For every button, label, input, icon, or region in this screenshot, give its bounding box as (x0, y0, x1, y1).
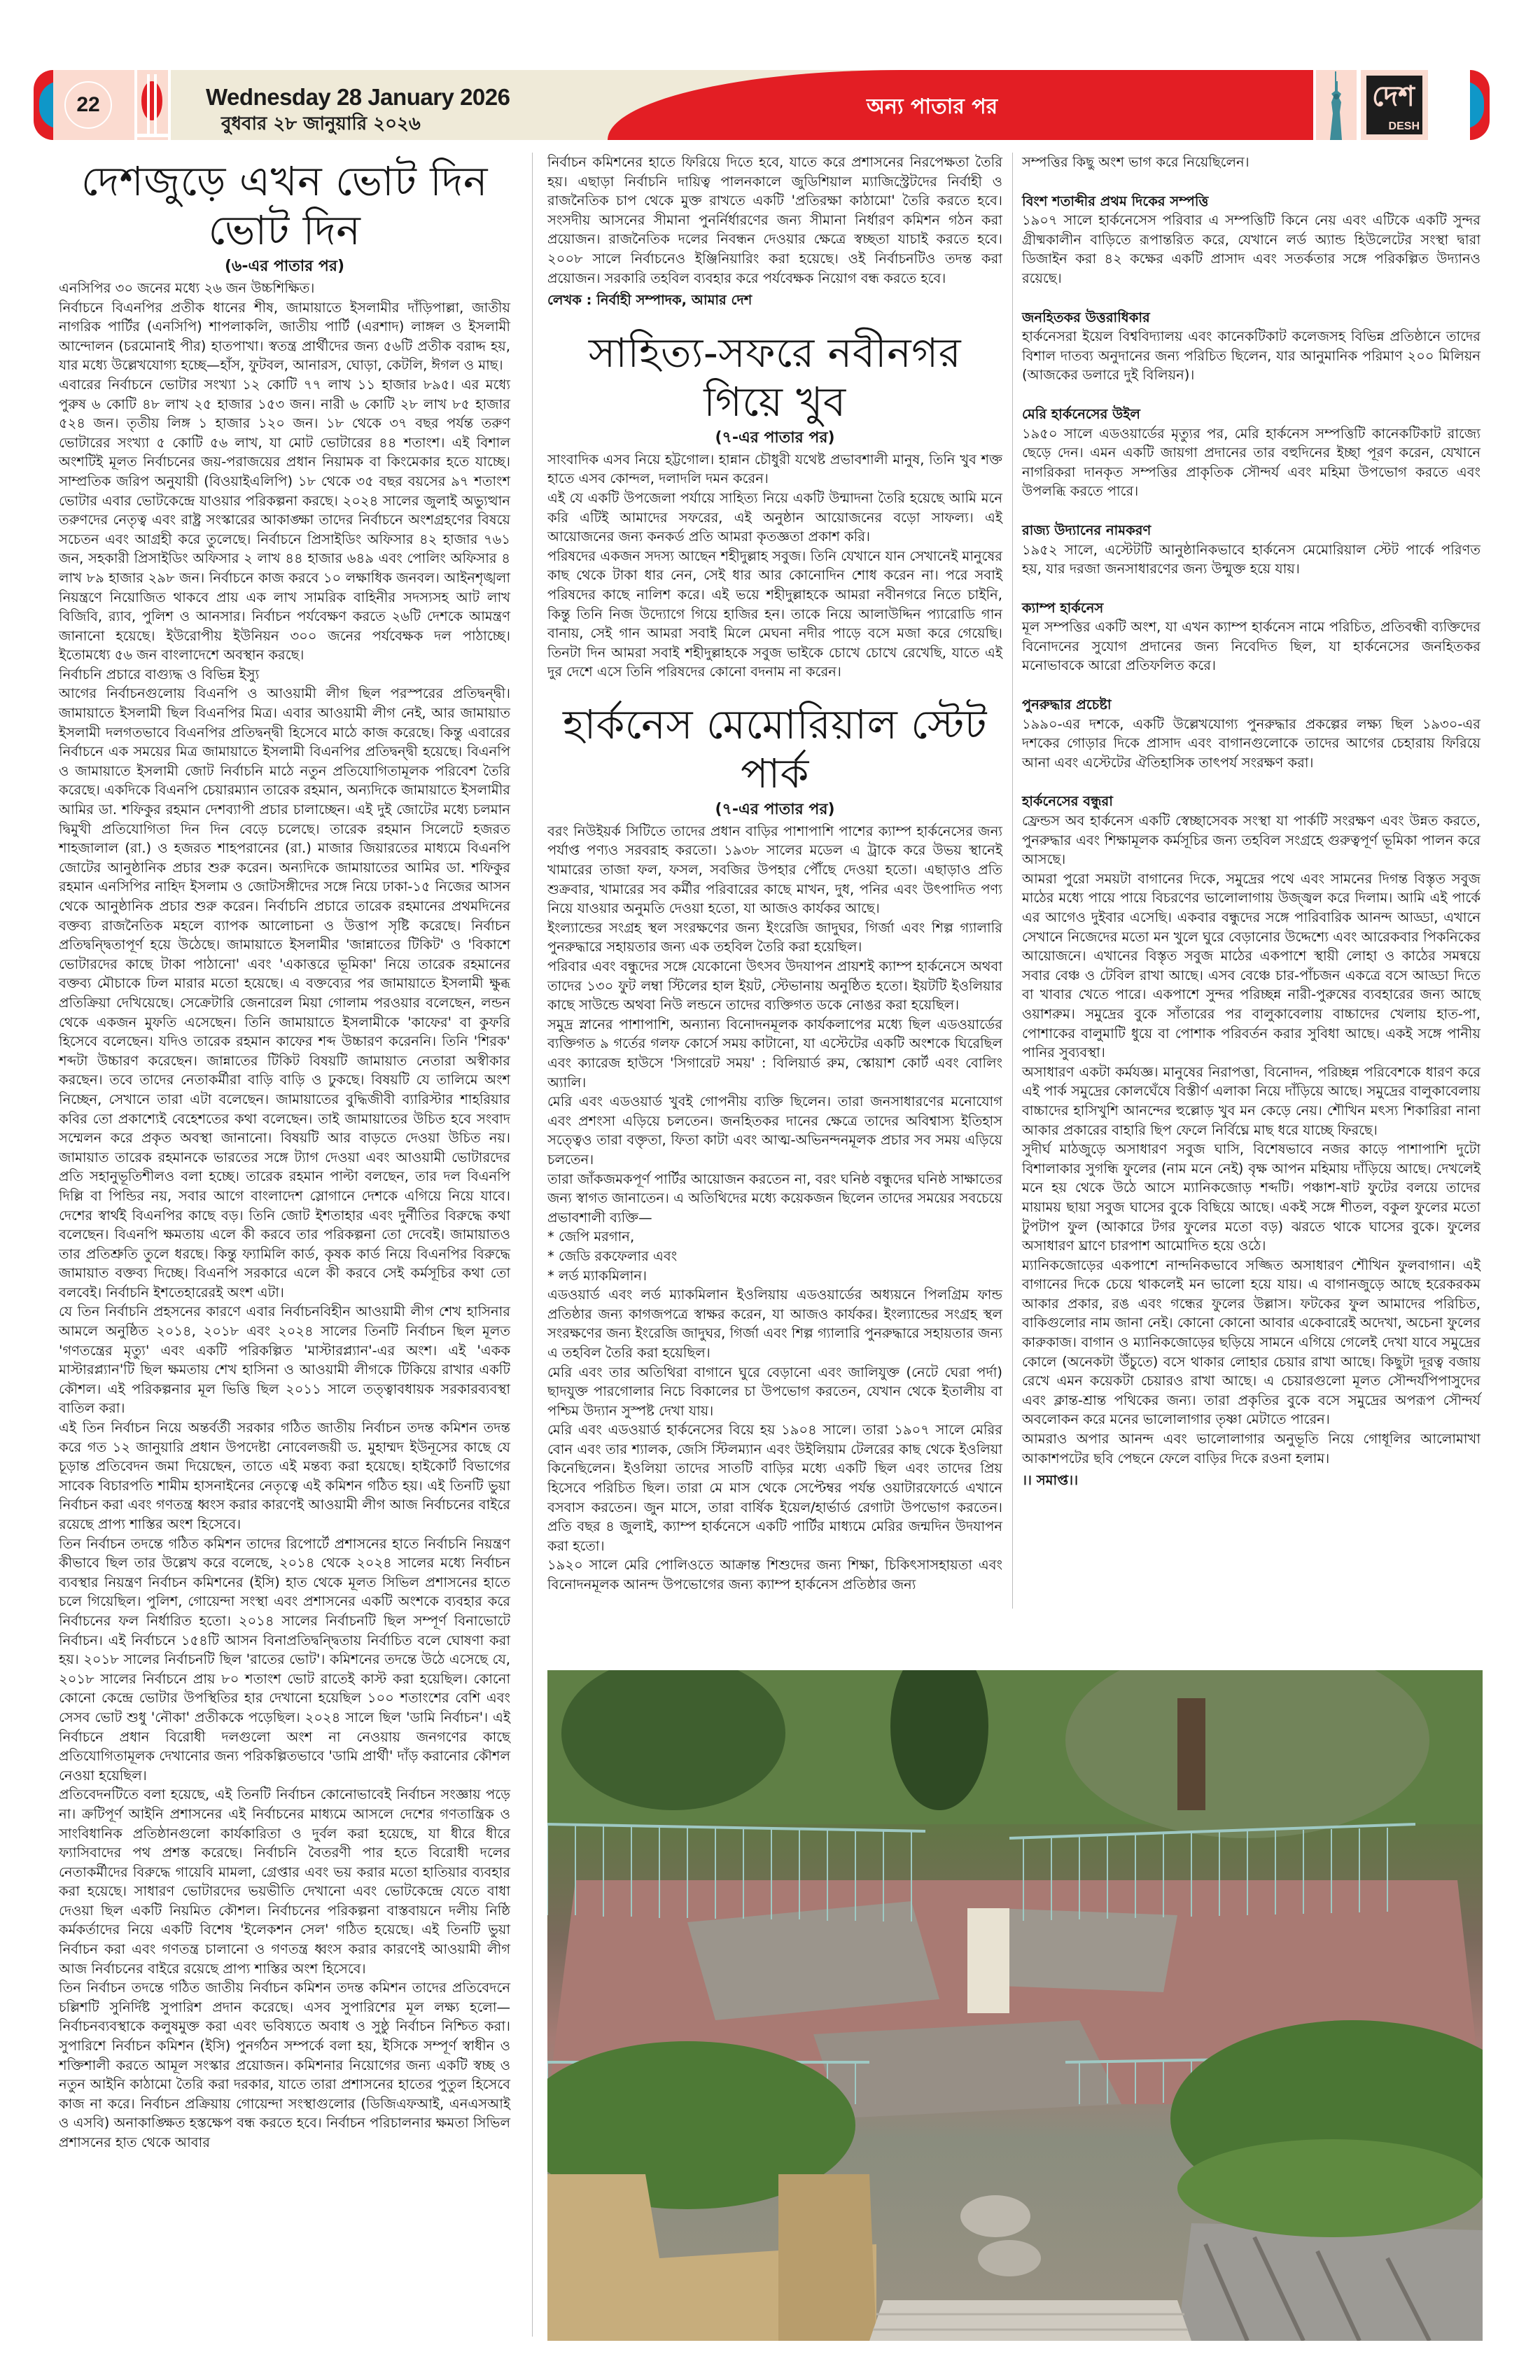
column-3 (1022, 153, 1480, 1490)
masthead-right-cap (1470, 70, 1490, 140)
masthead-left-cap (34, 70, 53, 140)
paragraph: ১৯৫২ সালে, এস্টেটটি আনুষ্ঠানিকভাবে হার্কনেস মেমোরিয়াল স্টেট পার্কে পরিণত হয়, যার দরজা জনসাধারণের জন্য উন্মুক্ত হয়ে যায়। (1022, 541, 1480, 578)
list-item: * জেপি মরগান, (547, 1228, 635, 1245)
paragraph: মেরি এবং তার অতিথিরা বাগানে ঘুরে বেড়ানো এবং জালিযুক্ত (নেটে ঘেরা পর্দা) ছাদযুক্ত পারগোলার নিচে বিকালের চা উপভোগ করতেন, যেখান থেকে ইতালীয় বা পশ্চিম উদ্যান সুস্পষ্ট দেখা যায়। (547, 1364, 1002, 1419)
list-item: * জেডি রকফেলার এবং (547, 1247, 678, 1264)
paragraph: তিন নির্বাচন তদন্তে গঠিত কমিশন তাদের রিপোর্টে প্রশাসনের হাতে নির্বাচনি নিয়ন্ত্রণ কীভাবে ছিল তার উল্লেখ করে বলেছে, ২০১৪ থেকে ২০২৪ সালের মধ্যে নির্বাচন ব্যবস্থার নিয়ন্ত্রণ নির্বাচন কমিশনের (ইসি) হাত থেকে মূলত সিভিল প্রশাসনের হাতে চলে গিয়েছিল। পুলিশ, গোয়েন্দা সংস্থা এবং প্রশাসনের একটি অংশকে ব্যবহার করে নির্বাচনের ফল নির্ধারিত হতো। ২০১৪ সালের নির্বাচনটি ছিল সম্পূর্ণ বিনাভোটে নির্বাচন। এই নির্বাচনে ১৫৪টি আসন বিনাপ্রতিদ্বন্দ্বিতায় নির্বাচিত বলে ঘোষণা করা হয়। ২০১৮ সালের নির্বাচনটি ছিল 'রাতের ভোট'। কমিশনের তদন্তে উঠে এসেছে যে, ২০১৮ সালের নির্বাচনে প্রায় ৮০ শতাংশ ভোট রাতেই কাস্ট করা হয়েছিল। কোনো কোনো কেন্দ্রে ভোটার উপস্থিতির হার দেখানো হয়েছিল ১০০ শতাংশের বেশি এবং সেসব ভোট শুধু 'নৌকা' প্রতীককে পড়েছিল। ২০২৪ সালে ছিল 'ডামি নির্বাচন'। এই নির্বাচনে প্রধান বিরোধী দলগুলো অংশ না নেওয়ায় জনগণের কাছে প্রতিযোগিতামূলক দেখানোর জন্য পরিকল্পিতভাবে 'ডামি প্রার্থী' দাঁড় করানোর কৌশল নেওয়া হয়েছিল। (59, 1535, 510, 1784)
jump-line: (৬-এর পাতার পর) (224, 258, 345, 275)
ballot-box-icon (137, 70, 168, 140)
section-title: রাজ্য উদ্যানের নামকরণ (1022, 522, 1152, 538)
paragraph: এবারের নির্বাচনে ভোটার সংখ্যা ১২ কোটি ৭৭ লাখ ১১ হাজার ৮৯৫। এর মধ্যে পুরুষ ৬ কোটি ৪৮ লাখ ২৫ হাজার ১৫৩ জন। নারী ৬ কোটি ২৮ লাখ ৮৫ হাজার ৫২৪ জন। তৃতীয় লিঙ্গ ১ হাজার ১২০ জন। ১৮ থেকে ৩৭ বছর পর্যন্ত তরুণ ভোটারের সংখ্যা ৫ কোটি ৫৬ লাখ, যা মোট ভোটারের ৪৪ শতাংশ। এই বিশাল অংশটিই মূলত নির্বাচনের জয়-পরাজয়ের প্রধান নিয়ামক বা কিংমেকার হতে যাচ্ছে। সাম্প্রতিক জরিপ অনুযায়ী (বিওয়াইএলিপি) ১৮ থেকে ৩৫ বছর বয়সের ৯৭ শতাংশ ভোটার এবার ভোটকেন্দ্রে যাওয়ার পরিকল্পনা করছে। ২০২৪ সালের জুলাই অভ্যুত্থান তরুণদের নেতৃত্ব এবং রাষ্ট্র সংস্কারের আকাঙ্ক্ষা তাদের নির্বাচনে অংশগ্রহণের বিষয়ে সচেতন এবং আগ্রহী করে তুলেছে। নির্বাচনে প্রিসাইডিং অফিসার ৪২ হাজার ৭৬১ জন, সহকারী প্রিসাইডিং অফিসার ২ লাখ ৪৪ হাজার ৬৪৯ এবং পোলিং অফিসার ৪ লাখ ৮৯ হাজার ২৯৮ জন। নির্বাচনে কাজ করবে ১০ লক্ষাধিক জনবল। আইনশৃঙ্খলা নিয়ন্ত্রণে নিয়োজিত থাকবে প্রায় এক লাখ সামরিক বাহিনীর সদস্যসহ আট লাখ বিজিবি, র‍্যাব, পুলিশ ও আনসার। নির্বাচন পর্যবেক্ষণ করতে ২৬টি দেশকে আমন্ত্রণ জানানো হয়েছে। ইউরোপীয় ইউনিয়ন ৩০০ জনের পর্যবেক্ষক দল পাঠাচ্ছে। ইতোমধ্যে ৫৬ জন বাংলাদেশে অবস্থান করছে। (59, 376, 510, 664)
paragraph: এডওয়ার্ড এবং লর্ড ম্যাকমিলান ইওলিয়ায় এডওয়ার্ডের অধ্যয়নে পিলগ্রিম ফান্ড প্রতিষ্ঠার জন্য কাগজপত্রে স্বাক্ষর করেন, যা আজও কার্যকর। ইংল্যান্ডের সংগ্রহ স্থল সংরক্ষণের জন্য ইংরেজি জাদুঘর, গির্জা এবং শিল্প গ্যালারি পুনরুদ্ধারে সহায়তার জন্য এ তহবিল তৈরি করা হয়েছিল। (547, 1287, 1002, 1361)
column-divider (532, 153, 533, 2337)
paragraph: মূল সম্পত্তির একটি অংশ, যা এখন ক্যাম্প হার্কনেস নামে পরিচিত, প্রতিবন্ধী ব্যক্তিদের বিনোদনের সুযোগ প্রদানের জন্য নিবেদিত ছিল, যা হার্কনেসের জনহিতকর মনোভাবকে আরো প্রতিফলিত করে। (1022, 619, 1480, 674)
masthead (34, 70, 1490, 140)
subhead: নির্বাচনি প্রচারে বাগ্যুদ্ধ ও বিভিন্ন ইস্যু (59, 666, 260, 682)
section-title: মেরি হার্কনেসের উইল (1022, 405, 1140, 422)
paragraph: ১৯০৭ সালে হার্কনেসেস পরিবার এ সম্পত্তিটি কিনে নেয় এবং এটিকে একটি সুন্দর গ্রীষ্মকালীন বাড়িতে রূপান্তরিত করে, যেখানে লর্ড অ্যান্ড হিউলেটের সংস্থা দ্বারা ডিজাইন করা ৪২ কক্ষের একটি প্রাসাদ এবং সতর্কতার সঙ্গে পরিকল্পিত উদ্যানও রয়েছে। (1022, 212, 1480, 286)
desh-logo (1361, 70, 1428, 140)
paragraph: ১৯৫০ সালে এডওয়ার্ডের মৃত্যুর পর, মেরি হার্কনেস সম্পত্তিটি কানেকটিকাট রাজ্যে ছেড়ে দেন। এমন একটি জায়গা প্রদানের তার বহুদিনের ইচ্ছা পূরণ করেন, যেখানে নাগরিকরা দানকৃত সম্পত্তির প্রাকৃতিক সৌন্দর্য এবং মহিমা উপভোগ করতে এবং উপলব্ধি করতে পারে। (1022, 425, 1480, 500)
section-title: জনহিতকর উত্তরাধিকার (1022, 309, 1150, 326)
paragraph: তারা জাঁকজমকপূর্ণ পার্টির আয়োজন করতেন না, বরং ঘনিষ্ঠ বন্ধুদের ঘনিষ্ঠ সাক্ষাতের জন্য স্বাগত জানাতেন। এ অতিথিদের মধ্যে কয়েকজন ছিলেন তাদের সময়ের সবচেয়ে প্রভাবশালী ব্যক্তি— (547, 1170, 1002, 1226)
section-label: অন্য পাতার পর (867, 94, 998, 119)
paragraph: তিন নির্বাচন তদন্তে গঠিত জাতীয় নির্বাচন কমিশন তদন্ত কমিশন তাদের প্রতিবেদনে চল্লিশটি সুনির্দিষ্ট সুপারিশ প্রদান করেছে। এসব সুপারিশের মূল লক্ষ্য হলো—নির্বাচনব্যবস্থাকে কলুষমুক্ত করা এবং ভবিষ্যতে অবাধ ও সুষ্ঠু নির্বাচন নিশ্চিত করা। সুপারিশে নির্বাচন কমিশন (ইসি) পুনর্গঠন সম্পর্কে বলা হয়, ইসিকে সম্পূর্ণ স্বাধীন ও শক্তিশালী করতে আমূল সংস্কার প্রয়োজন। কমিশনার নিয়োগের জন্য একটি স্বচ্ছ ও নতুন আইনি কাঠামো তৈরি করা দরকার, যাতে তারা প্রশাসনের হাতের পুতুল হিসেবে কাজ না করে। নির্বাচন প্রক্রিয়ায় গোয়েন্দা সংস্থাগুলোর (ডিজিএফআই, এনএসআই ও এসবি) অনাকাঙ্ক্ষিত হস্তক্ষেপ বন্ধ করতে হবে। নির্বাচন পরিচালনার ক্ষমতা সিভিল প্রশাসনের হাত থেকে আবার (59, 1980, 510, 2150)
logo-english: DESH (1388, 120, 1420, 132)
logo-bengali: দেশ (1372, 80, 1415, 113)
paragraph: পরিষদের একজন সদস্য আছেন শহীদুল্লাহ সবুজ। তিনি যেখানে যান সেখানেই মানুষের কাছ থেকে টাকা ধার নেন, সেই ধার আর কোনোদিন শোধ করেন না। পরে সবাই পরিষদের কাছে নালিশ করে। এই ভয়ে শহীদুল্লাহকে আমরা নবীনগরে নিতে চাইনি, কিন্তু তিনি নিজ উদ্যোগে গিয়ে হাজির হন। তাকে নিয়ে আলাউদ্দিন প্যারোডি গান বানায়, সেই গান আমরা সবাই মিলে মেঘনা নদীর পাড়ে বসে মজা করে গেয়েছি। তিনটা দিন আমরা সবাই শহীদুল্লাহকে সবুজ ভাইকে চোখে চোখে রেখেছি, যাতে এই দুর দেশে এসে তিনি পরিষদের কোনো বদনাম না করেন। (547, 547, 1002, 680)
paragraph: ১৯২০ সালে মেরি পোলিওতে আক্রান্ত শিশুদের জন্য শিক্ষা, চিকিৎসাসহায়তা এবং বিনোদনমূলক আনন্দ উপভোগের জন্য ক্যাম্প হার্কনেস প্রতিষ্ঠার জন্য (547, 1557, 1002, 1593)
paragraph: বরং নিউইয়র্ক সিটিতে তাদের প্রধান বাড়ির পাশাপাশি পাশের ক্যাম্প হার্কনেসের জন্য পর্যাপ্ত পণ্যও সরবরাহ করতো। ১৯৩৮ সালের মডেল এ ট্রাকে করে উভয় স্থানেই খামারের তাজা ফল, ফসল, সবজির উপহার পৌঁছে দেওয়া হতো। এছাড়াও প্রতি শুক্রবার, খামারের সব কর্মীর পরিবারের কাছে মাখন, দুধ, পনির এবং উৎপাদিত পণ্য নিয়ে যাওয়ার অনুমতি দেওয়া হতো, যা আজও কার্যকর আছে। (547, 822, 1002, 917)
paragraph: ইংল্যান্ডের সংগ্রহ স্থল সংরক্ষণের জন্য ইংরেজি জাদুঘর, গির্জা এবং শিল্প গ্যালারি পুনরুদ্ধারে সহায়তার জন্য এক তহবিল তৈরি করা হয়েছিল। (547, 919, 1002, 955)
paragraph: সম্পত্তির কিছু অংশ ভাগ করে নিয়েছিলেন। (1022, 154, 1250, 170)
paragraph: মেরি এবং এডওয়ার্ড খুবই গোপনীয় ব্যক্তি ছিলেন। তারা জনসাধারণের মনোযোগ এবং প্রশংসা এড়িয়ে চলতেন। জনহিতকর দানের ক্ষেত্রে তাদের অবিশ্বাস্য ইতিহাস সত্ত্বেও তারা বক্তৃতা, ফিতা কাটা এবং আত্ম-অভিনন্দনমূলক প্রচার সব সময় এড়িয়ে চলতেন। (547, 1093, 1002, 1168)
jump-line: (৭-এর পাতার পর) (715, 428, 835, 447)
section-title: ক্যাম্প হার্কনেস (1022, 599, 1104, 616)
paragraph: ম্যানিকজোড়ের একপাশে নান্দনিকভাবে সজ্জিত অসাধারণ শৌখিন ফুলবাগান। এই বাগানের দিকে চেয়ে থাকলেই মন ভালো হয়ে যায়। এ বাগানজুড়ে আছে হরেকরকম আকার প্রকার, রঙ এবং গন্ধের ফুলের উল্লাস। ফটকের ফুল আমাদের পরিচিত, বাকিগুলোর নাম জানা নেই। কোনো কোনো আবার একেবারেই অদেখা, অচেনা ফুলের কারুকাজ। বাগান ও ম্যানিকজোড়ের ছড়িয়ে সামনে এগিয়ে গেলেই দেখা যাবে সমুদ্রের কোলে (অনেকটা উঁচুতে) বসে থাকার লোহার চেয়ার রাখা আছে। কিছুটা দূরত্ব বজায় রেখে এমন কয়েকটা চেয়ারও রাখা আছে। এ চেয়ারগুলো মূলত সৌন্দর্যপিপাসুদের এবং ক্লান্ত-শ্রান্ত পথিকের জন্য। তারা প্রকৃতির বুকে বসে সমুদ্রের অপরূপ সৌন্দর্য অবলোকন করে মনের ভালোলাগার তৃষ্ণা মেটাতে পারেন। (1022, 1256, 1480, 1428)
date-bengali: বুধবার ২৮ জানুয়ারি ২০২৬ (221, 113, 421, 134)
paragraph: আমরা পুরো সময়টা বাগানের দিকে, সমুদ্রের পথে এবং সামনের দিগন্ত বিস্তৃত সবুজ মাঠের মধ্যে পায়ে পায়ে বিচরণের ভালোলাগায় উজ্জ্বল করে দিলাম। আমি এই পার্কে এর আগেও দুইবার এসেছি। একবার বন্ধুদের সঙ্গে পারিবারিক আনন্দ আড্ডা, এখানে সেখানে নিজেদের মতো মন খুলে ঘুরে বেড়ানোর উদ্দেশ্যে এবং আরেকবার পিকনিকের আয়োজনে। এখানের বিস্তৃত সবুজ মাঠের একপাশে স্থায়ী লোহা ও কাঠের সমন্বয়ে সবার বেঞ্চ ও টেবিল রাখা আছে। এসব বেঞ্চে চার-পাঁচজন একত্রে বসে আড্ডা দিতে বা খাবার খেতে পারে। একপাশে সুন্দর পরিচ্ছন্ন নারী-পুরুষের ব্যবহারের জন্য আছে ওয়াশরুম। সমুদ্রের বুকে সাঁতারের পর বালুকাবেলায় বাচ্চাদের খেলায় হাত-পা, পোশাকের বালুমাটি ধুয়ে বা পোশাক পরিবর্তন করার সুবিধা আছে। একই সঙ্গে পানীয় পানির সুব্যবস্থা। (1022, 870, 1480, 1061)
headline-harkness: হার্কনেস মেমোরিয়াল স্টেট পার্ক (562, 700, 988, 797)
column-2 (547, 153, 1002, 1595)
garden-photo (547, 1670, 1483, 2341)
date-english: Wednesday 28 January 2026 (206, 84, 510, 110)
list-item: * লর্ড ম্যাকমিলান। (547, 1267, 648, 1284)
paragraph: এই যে একটি উপজেলা পর্যায়ে সাহিত্য নিয়ে একটি উন্মাদনা তৈরি হয়েছে আমি মনে করি এটিই আমাদের সফরের, এই অনুষ্ঠান আয়োজনের বড়ো সাফল্য। এই আয়োজনের জন্য কনকর্ড প্রতি আমরা কৃতজ্ঞতা প্রকাশ করি। (547, 489, 1002, 545)
paragraph: ১৯৯০-এর দশকে, একটি উল্লেখযোগ্য পুনরুদ্ধার প্রকল্পের লক্ষ্য ছিল ১৯৩০-এর দশকের গোড়ার দিকে প্রাসাদ এবং বাগানগুলোকে তাদের আগের চেহারায় ফিরিয়ে আনা এবং এস্টেটের ঐতিহাসিক তাৎপর্য সংরক্ষণ করা। (1022, 715, 1480, 771)
paragraph: পরিবার এবং বন্ধুদের সঙ্গে যেকোনো উৎসব উদযাপন প্রায়শই ক্যাম্প হার্কনেসে অথবা তাদের ১৩০ ফুট লম্বা স্টিলের হাল ইয়ট, স্টেভানায় অনুষ্ঠিত হতো। ইয়টটি ইওলিয়ার কাছে সাউন্ডে অথবা নিউ লন্ডনে তাদের ব্যক্তিগত ডকে নোঙর করা হয়েছিল। (547, 958, 1002, 1014)
paragraph: সমুদ্র স্নানের পাশাপাশি, অন্যান্য বিনোদনমূলক কার্যকলাপের মধ্যে ছিল এডওয়ার্ডের ব্যক্তিগত ৯ গর্তের গলফ কোর্সে সময় কাটানো, যা এস্টেটের একটি অংশকে ঘিরেছিল এবং ক্যারেজ হাউসে 'সিগারেট সময়' : বিলিয়ার্ড রুম, স্কোয়াশ কোর্ট এবং বোলিং অ্যালি। (547, 1016, 1002, 1091)
page-number: 22 (64, 81, 112, 129)
page-number-box (53, 70, 134, 140)
paragraph: এই তিন নির্বাচন নিয়ে অন্তর্বর্তী সরকার গঠিত জাতীয় নির্বাচন তদন্ত কমিশন তদন্ত করে গত ১২ জানুয়ারি প্রধান উপদেষ্টা নোবেলজয়ী ড. মুহাম্মদ ইউনূসের কাছে যে চূড়ান্ত প্রতিবেদন জমা দিয়েছেন, তাতে এই মন্তব্য করা হয়েছে। হাইকোর্ট বিভাগের সাবেক বিচারপতি শামীম হাসনাইনের নেতৃত্বে এই কমিশন গঠিত হয়। এই তিনটি ভুয়া নির্বাচন করা এবং গণতন্ত্র ধ্বংস করার কারণেই আওয়ামী লীগ আজ নির্বাচনের বাইরে রয়েছে প্রাপ্য শাস্তির অংশ হিসেবে। (59, 1420, 510, 1532)
paragraph: অসাধারণ একটা কর্মযজ্ঞ। মানুষের নিরাপত্তা, বিনোদন, পরিচ্ছন্ন পরিবেশকে ধারণ করে এই পার্ক সমুদ্রের কোলঘেঁষে বিস্তীর্ণ এলাকা নিয়ে দাঁড়িয়ে আছে। সমুদ্রের বালুকাবেলায় বাচ্চাদের হাসিখুশি আনন্দের হুল্লোড় খুব মন কেড়ে নেয়। শৌখিন মৎস্য শিকারিরা নানা আকার প্রকারের বাহারি ছিপ ফেলে নির্বিঘ্নে মাছ ধরে যাচ্ছে ফিরছে। (1022, 1063, 1480, 1138)
end-mark: ।। সমাপ্ত।। (1022, 1472, 1079, 1489)
paragraph: সুদীর্ঘ মাঠজুড়ে অসাধারণ সবুজ ঘাসি, বিশেষভাবে নজর কাড়ে পাশাপাশি দুটো বিশালাকার সুগন্ধি ফুলের (নাম মনে নেই) বৃক্ষ আপন মহিমায় দাঁড়িয়ে আছে। দেখলেই মনে হয় থেকে উঠে আসে ম্যানিকজোড় শব্দটি। পঞ্চাশ-ষাট ফুটের বলয়ে তাদের মায়াময় ছায়া সবুজ ঘাসের বুকে বিছিয়ে আছে। একই সঙ্গে শীতল, বকুল ফুলের মতো টুপটাপ ফুল (আকারে টগর ফুলের মতো বড়) ঝরতে থাকে ঘাসের বুকে। ফুলের অসাধারণ ঘ্রাণে চারপাশ আমোদিত হয়ে ওঠে। (1022, 1141, 1480, 1254)
paragraph: ফ্রেন্ডস অব হার্কনেস একটি স্বেচ্ছাসেবক সংস্থা যা পার্কটি সংরক্ষণ এবং উন্নত করতে, পুনরুদ্ধার এবং শিক্ষামূলক কর্মসূচির জন্য তহবিল সংগ্রহে গুরুত্বপূর্ণ ভূমিকা পালন করে আসছে। (1022, 813, 1480, 868)
paragraph: এনসিপির ৩০ জনের মধ্যে ২৬ জন উচ্চশিক্ষিত। (59, 280, 315, 296)
jump-line: (৭-এর পাতার পর) (715, 800, 835, 818)
headline-vote: দেশজুড়ে এখন ভোট দিন ভোট দিন (81, 158, 488, 254)
section-title: হার্কনেসের বন্ধুরা (1022, 793, 1113, 810)
section-title: বিংশ শতাব্দীর প্রথম দিকের সম্পত্তি (1022, 192, 1209, 209)
byline: লেখক : নির্বাহী সম্পাদক, আমার দেশ (547, 292, 752, 309)
column-1 (59, 153, 510, 2152)
headline-sahitya: সাহিত্য-সফরে নবীনগর গিয়ে খুব (588, 328, 962, 426)
statue-of-liberty-icon (1316, 70, 1357, 140)
paragraph: হার্কনেসরা ইয়েল বিশ্ববিদ্যালয় এবং কানেকটিকাট কলেজসহ বিভিন্ন প্রতিষ্ঠানে তাদের বিশাল দাতব্য অনুদানের জন্য পরিচিত ছিলেন, যার আনুমানিক পরিমাণ ২০০ মিলিয়ন (আজকের ডলারে দুই বিলিয়ন)। (1022, 328, 1480, 384)
section-title: পুনরুদ্ধার প্রচেষ্টা (1022, 696, 1112, 713)
paragraph: যে তিন নির্বাচনি প্রহসনের কারণে এবার নির্বাচনবিহীন আওয়ামী লীগ শেখ হাসিনার আমলে অনুষ্ঠিত ২০১৪, ২০১৮ এবং ২০২৪ সালের তিনটি নির্বাচন ছিল মূলত 'গণতন্ত্রের মৃত্যু' এবং একটি পরিকল্পিত 'মাস্টারপ্ল্যান'-এর অংশ। এই 'একক মাস্টারপ্ল্যান'টি ছিল ক্ষমতায় শেখ হাসিনা ও আওয়ামী লীগকে টিকিয়ে রাখার একটি কৌশল। এই পরিকল্পনার মূল ভিত্তি ছিল ২০১১ সালে তত্ত্বাবধায়ক সরকারব্যবস্থা বাতিল করা। (59, 1303, 510, 1417)
paragraph: আমরাও অপার আনন্দ এবং ভালোলাগার অনুভূতি নিয়ে গোধূলির আলোমাখা আকাশপটের ছবি পেছনে ফেলে বাড়ির দিকে রওনা হলাম। (1022, 1431, 1480, 1466)
column-divider (1012, 153, 1013, 1609)
paragraph: নির্বাচনে বিএনপির প্রতীক ধানের শীষ, জামায়াতে ইসলামীর দাঁড়িপাল্লা, জাতীয় নাগরিক পার্টির (এনসিপি) শাপলাকলি, জাতীয় পার্টি (এরশাদ) লাঙ্গল ও ইসলামী আন্দোলন (চরমোনাই পীর) হাতপাখা। স্বতন্ত্র প্রার্থীদের জন্য ৫৬টি প্রতীক বরাদ্দ হয়, যার মধ্যে উল্লেখযোগ্য হচ্ছে—হাঁস, ফুটবল, আনারস, ঘোড়া, কেটলি, ঈগল ও মাছ। (59, 299, 510, 374)
paragraph: নির্বাচন কমিশনের হাতে ফিরিয়ে দিতে হবে, যাতে করে প্রশাসনের নিরপেক্ষতা তৈরি হয়। এছাড়া নির্বাচনি দায়িত্ব পালনকালে জুডিশিয়াল ম্যাজিস্ট্রেটদের নির্বাহী ও রাজনৈতিক চাপ থেকে মুক্ত রাখতে একটি 'প্রতিরক্ষা কাঠামো' তৈরি করতে হবে। সংসদীয় আসনের সীমানা পুনর্নির্ধারণের জন্য সীমানা নির্ধারণ কমিশন গঠন করা প্রয়োজন। রাজনৈতিক দলের নিবন্ধন দেওয়ার ক্ষেত্রে স্বচ্ছতা যাচাই করতে হবে। ২০০৮ সালে নির্বাচনেও ইঞ্জিনিয়ারিং করা হয়েছে। ওই নির্বাচনটিও তদন্ত করা প্রয়োজন। সরকারি তহবিল ব্যবহার করে পর্যবেক্ষক নিয়োগ বন্ধ করতে হবে। (547, 154, 1002, 286)
paragraph: মেরি এবং এডওয়ার্ড হার্কনেসের বিয়ে হয় ১৯০৪ সালে। তারা ১৯০৭ সালে মেরির বোন এবং তার শ্যালক, জেসি স্টিলম্যান এবং উইলিয়াম টেলরের কাছ থেকে ইওলিয়া কিনেছিলেন। ইওলিয়া তাদের সাতটি বাড়ির মধ্যে একটি ছিল এবং তাদের প্রিয় হিসেবে পরিচিত ছিল। তারা মে মাস থেকে সেপ্টেম্বর পর্যন্ত ওয়াটারফোর্ডে এখানে বসবাস করতেন। জুন মাসে, তারা বার্ষিক ইয়েল/হার্ভার্ড রেগাটা উপভোগ করতেন। প্রতি বছর ৪ জুলাই, ক্যাম্প হার্কনেসে একটি পার্টির মাধ্যমে মেরির জন্মদিন উদযাপন করা হতো। (547, 1422, 1002, 1554)
paragraph: সাংবাদিক এসব নিয়ে হট্টগোল। হান্নান চৌধুরী যথেষ্ট প্রভাবশালী মানুষ, তিনি খুব শক্ত হাতে এসব কোন্দল, দলাদলি দমন করেন। (547, 451, 1002, 487)
paragraph: আগের নির্বাচনগুলোয় বিএনপি ও আওয়ামী লীগ ছিল পরস্পরের প্রতিদ্বন্দ্বী। জামায়াতে ইসলামী ছিল বিএনপির মিত্র। এবার আওয়ামী লীগ নেই, আর জামায়াত ইসলামী দলগতভাবে বিএনপির প্রতিদ্বন্দ্বী হিসেবে মাঠে কাজ করেছে। কিন্তু এবারের নির্বাচনে এক সময়ের মিত্র জামায়াতে ইসলামী বিএনপির প্রতিদ্বন্দ্বী হয়েছে। বিএনপি ও জামায়াতে ইসলামী জোট নির্বাচনি মাঠে নতুন প্রতিযোগিতামূলক পরিবেশ তৈরি করেছে। একদিকে বিএনপি চেয়ারম্যান তারেক রহমান, অন্যদিকে জামায়াতে ইসলামীর আমির ডা. শফিকুর রহমান দেশব্যাপী প্রচার চালাচ্ছেন। এই দুই জোটের মধ্যে চলমান দ্বিমুখী প্রতিযোগিতা দিন দিন বেড়ে চলেছে। তারেক রহমান সিলেটে হজরত শাহজালাল (রা.) ও হজরত শাহপরানের (রা.) মাজার জিয়ারতের মাধ্যমে বিএনপি জোটের আনুষ্ঠানিক প্রচার শুরু করেন। অন্যদিকে জামায়াতের আমির ডা. শফিকুর রহমান এনসিপির নাহিদ ইসলাম ও জোটসঙ্গীদের সঙ্গে নিয়ে ঢাকা-১৫ নিজের আসন থেকে আনুষ্ঠানিক প্রচার শুরু করেন। নির্বাচনি প্রচারে তারেক রহমানের প্রথমদিনের বক্তব্য রাজনৈতিক মহলে ব্যাপক আলোচনা ও উত্তাপ সৃষ্টি করেছে। নির্বাচন প্রতিদ্বন্দ্বিতাপূর্ণ হয়ে উঠেছে। জামায়াতে ইসলামীর 'জান্নাতের টিকিট' ও 'বিকাশে ভোটারদের কাছে টাকা পাঠানো' এবং 'একাত্তরে ভূমিকা' নিয়ে তারেক রহমানের বক্তব্য মৌচাকে ঢিল মারার মতো হয়েছে। এ বক্তব্যের পর জামায়াতে ইসলামী ক্ষুব্ধ প্রতিক্রিয়া দেখিয়েছে। সেক্রেটারি জেনারেল মিয়া গোলাম পরওয়ার বলেছেন, লন্ডন থেকে একজন মুফতি এসেছেন। তিনি জামায়াতে ইসলামীকে 'কাফের' বা কুফরি হিসেবে বলেছেন। যদিও তারেক রহমান কাফের শব্দ উচ্চারণ করেননি। তিনি 'শিরক' শব্দটা উচ্চারণ করেছেন। জান্নাতের টিকিট বিষয়টি জামায়াত নেতারা অস্বীকার করছেন। তবে তাদের নেতাকর্মীরা বাড়ি বাড়ি ও ঢুকছে। বিষয়টি যে তালিমে অংশ নিচ্ছেন, সেখানে তারা এটা বলেছেন। জামায়াতের বুদ্ধিজীবী ব্যারিস্টার শাহরিয়ার কবির তো প্রকাশ্যেই বেহেশতের কথা বলেছেন। তাই জামায়াতের উচিত হবে সংবাদ সম্মেলন করে প্রকৃত অবস্থা জানানো। বিষয়টি আর বাড়তে দেওয়া উচিত নয়। জামায়াত তারেক রহমানকে ভারতের সঙ্গে ট্যাগ দেওয়া এবং আওয়ামী ভোটারদের প্রতি সহানুভূতিশীলও বলা হচ্ছে। তারেক রহমান পাল্টা বলছেন, তার দল বিএনপি দিল্লি বা পিন্ডির নয়, সবার আগে বাংলাদেশ স্লোগানে দেশকে এগিয়ে নিয়ে যাবে। দেশের স্বার্থই বিএনপির কাছে বড়। তিনি জোট ইশতাহার এবং দুর্নীতির বিরুদ্ধে কথা বলেছেন। বিএনপি ক্ষমতায় এলে কী করবে তার পরিকল্পনা তো দেবেই। জামায়াতও তার প্রতিশ্রুতি তুলে ধরছে। কিন্তু ফ্যামিলি কার্ড, কৃষক কার্ড নিয়ে বিএনপির বিরুদ্ধে জামায়াত বক্তব্য দিচ্ছে। বিএনপি সরকারে এলে কী করবে সেই কর্মসূচির কথা তো বলবেই। নির্বাচনি ইশতেহারেরই অংশ এটা। (59, 685, 510, 1301)
paragraph: প্রতিবেদনটিতে বলা হয়েছে, এই তিনটি নির্বাচন কোনোভাবেই নির্বাচন সংজ্ঞায় পড়ে না। ক্রটিপূর্ণ আইনি প্রশাসনের এই নির্বাচনের মাধ্যমে আসলে দেশের গণতান্ত্রিক ও সাংবিধানিক প্রতিষ্ঠানগুলো কার্যকারিতা ও দুর্বল করা হয়েছে, যা ধীরে ধীরে ফ্যাসিবাদের পথ প্রশস্ত করেছে। নির্বাচনি বৈতরণী পার হতে বিরোধী দলের নেতাকর্মীদের বিরুদ্ধে গায়েবি মামলা, গ্রেপ্তার এবং ভয় করার মতো হাতিয়ার ব্যবহার করা হয়েছে। সাধারণ ভোটারদের ভয়ভীতি দেখানো এবং ভোটকেন্দ্রে যেতে বাধা দেওয়া ছিল একটি নিয়মিত কৌশল। নির্বাচনের পরিকল্পনা বাস্তবায়নে দলীয় নিষ্ঠি কর্মকর্তাদের নিয়ে একটি বিশেষ 'ইলেকশন সেল' গঠিত হয়েছে। এই তিনটি ভুয়া নির্বাচন করা এবং গণতন্ত্র চালানো ও গণতন্ত্র ধ্বংস করার কারণেই আওয়ামী লীগ আজ নির্বাচনের বাইরে রয়েছে প্রাপ্য শাস্তির অংশ হিসেবে। (59, 1786, 510, 1977)
